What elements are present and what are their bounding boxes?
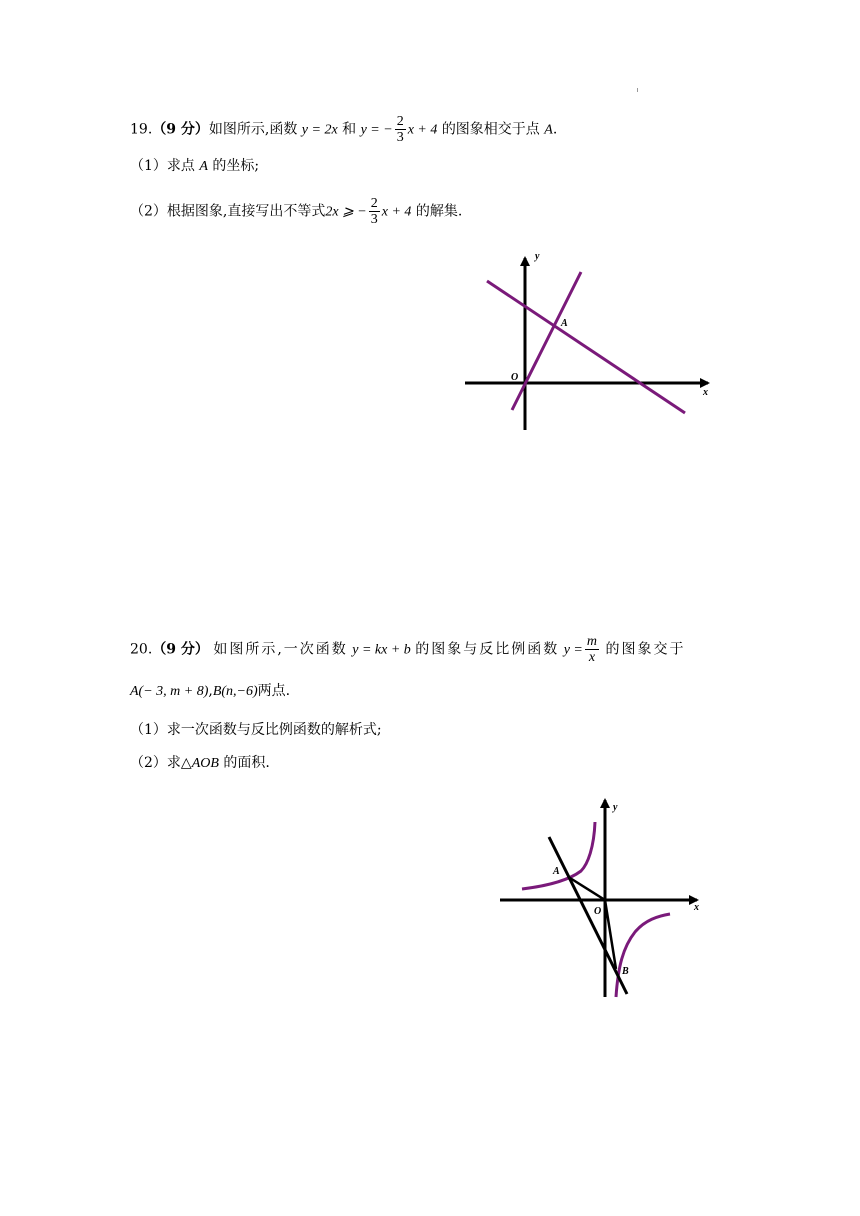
point-b-label: B: [622, 966, 629, 977]
origin-label: O: [594, 906, 602, 917]
q20-eq2: y =: [563, 642, 583, 658]
q19-eq1: y = 2x: [301, 122, 338, 138]
q19-eq2: y = −: [360, 122, 393, 138]
q20-point-a: A(− 3, m + 8): [130, 684, 209, 699]
figure-20: [495, 792, 715, 1007]
q20-number: 20.: [130, 641, 153, 658]
q19-points: （9 分）: [152, 121, 209, 138]
x-label: x: [703, 387, 708, 398]
q20-stem: 20.（9 分） 如图所示,一次函数 y = kx + b 的图象与反比例函数 y = $\frac{m}{x}$ 的图象交于: [130, 634, 686, 665]
point-a-label: A: [553, 866, 560, 877]
origin-label: O: [511, 372, 519, 383]
q20-part2: （2）求△AOB 的面积.: [130, 755, 270, 771]
q20-eq1: y = kx + b: [352, 642, 411, 658]
q19-part1: （1）求点 A 的坐标;: [130, 158, 260, 174]
q19-frac: $\frac{2}{3}$: [396, 114, 404, 145]
y-label: y: [613, 802, 618, 813]
q19-part2: （2）根据图象,直接写出不等式2x ⩾ − $\frac{2}{3}$ x + 4 的解集.: [130, 196, 463, 227]
q19-stem: 19.（9 分）如图所示,函数 y = 2x 和 y = − $\frac{2}{3}$ x + 4 的图象相交于点 A.: [130, 114, 558, 145]
page-mark: [637, 88, 638, 92]
q19-number: 19.: [130, 121, 153, 138]
figure-19: [460, 248, 720, 438]
q20-part1: （1）求一次函数与反比例函数的解析式;: [130, 722, 382, 738]
q20-point-b: B(n,−6): [212, 684, 258, 699]
q20-points-line: A(− 3, m + 8),B(n,−6)两点.: [130, 683, 291, 699]
line-y-2x: [512, 272, 581, 410]
q20-points: （9 分）: [152, 641, 209, 658]
x-label: x: [694, 902, 699, 913]
hyperbola-right-branch: [616, 914, 670, 997]
point-a-label: A: [561, 318, 568, 329]
y-label: y: [535, 251, 540, 262]
line-y-neg2-3x-plus-4: [487, 281, 685, 413]
